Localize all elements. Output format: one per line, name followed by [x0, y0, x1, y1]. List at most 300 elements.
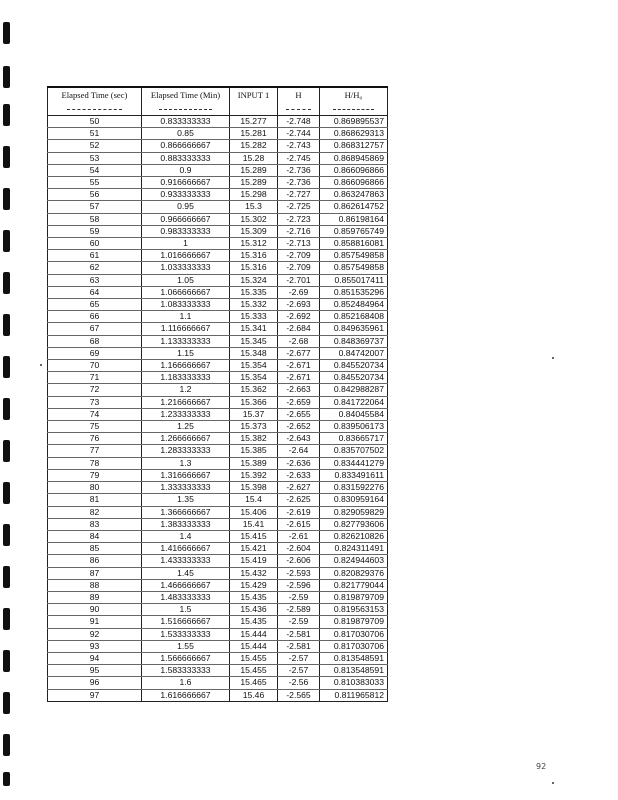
table-cell: 1.266666667 [142, 433, 230, 445]
table-cell: 1.35 [142, 494, 230, 506]
table-cell: -2.692 [278, 311, 320, 323]
table-cell: 0.868629313 [320, 128, 388, 140]
column-header: H/H₀ [320, 87, 388, 116]
table-cell: -2.61 [278, 530, 320, 542]
table-cell: 64 [48, 286, 142, 298]
table-cell: 1 [142, 238, 230, 250]
table-cell: -2.68 [278, 335, 320, 347]
table-cell: 0.841722064 [320, 396, 388, 408]
table-cell: 1.033333333 [142, 262, 230, 274]
table-cell: -2.725 [278, 201, 320, 213]
table-cell: 1.066666667 [142, 286, 230, 298]
table-row [48, 543, 388, 555]
table-cell: 1.533333333 [142, 628, 230, 640]
table-cell: -2.589 [278, 604, 320, 616]
table-cell: 97 [48, 689, 142, 701]
table-row [48, 494, 388, 506]
table-cell: 15.444 [230, 640, 278, 652]
binder-hole-mark [3, 104, 10, 126]
table-cell: 0.835707502 [320, 445, 388, 457]
table-cell: 0.857549858 [320, 250, 388, 262]
table-cell: 0.827793606 [320, 518, 388, 530]
table-cell: 15.324 [230, 274, 278, 286]
table-cell: 0.859765749 [320, 225, 388, 237]
table-cell: 90 [48, 604, 142, 616]
binder-hole-mark [3, 272, 10, 294]
table-cell: 1.2 [142, 384, 230, 396]
table-row [48, 506, 388, 518]
table-row [48, 433, 388, 445]
table-cell: 15.398 [230, 482, 278, 494]
table-body [48, 116, 388, 702]
table-cell: -2.748 [278, 116, 320, 128]
table-cell: 1.45 [142, 567, 230, 579]
table-cell: 1.25 [142, 421, 230, 433]
table-cell: 15.277 [230, 116, 278, 128]
table-cell: 1.383333333 [142, 518, 230, 530]
table-cell: 0.868312757 [320, 140, 388, 152]
table-cell: 66 [48, 311, 142, 323]
table-row [48, 201, 388, 213]
table-cell: 15.455 [230, 665, 278, 677]
table-row [48, 421, 388, 433]
table-cell: -2.671 [278, 360, 320, 372]
table-row [48, 299, 388, 311]
table-cell: 92 [48, 628, 142, 640]
table-cell: 1.216666667 [142, 396, 230, 408]
table-cell: -2.606 [278, 555, 320, 567]
table-cell: -2.743 [278, 140, 320, 152]
table-cell: 55 [48, 177, 142, 189]
table-cell: 0.858816081 [320, 238, 388, 250]
table-cell: 75 [48, 421, 142, 433]
table-row [48, 396, 388, 408]
column-header: Elapsed Time (sec) [48, 87, 142, 116]
table-cell: -2.709 [278, 250, 320, 262]
table-cell: -2.655 [278, 408, 320, 420]
table-cell: -2.596 [278, 579, 320, 591]
scan-speck [552, 357, 554, 359]
table-cell: 0.83665717 [320, 433, 388, 445]
table-cell: 0.833491611 [320, 469, 388, 481]
table-cell: 1.316666667 [142, 469, 230, 481]
table-cell: 72 [48, 384, 142, 396]
table-cell: 15.37 [230, 408, 278, 420]
table-cell: -2.57 [278, 652, 320, 664]
table-row [48, 128, 388, 140]
table-cell: 94 [48, 652, 142, 664]
table-cell: 0.845520734 [320, 360, 388, 372]
table-cell: 52 [48, 140, 142, 152]
table-cell: 0.829059829 [320, 506, 388, 518]
table-cell: 1.083333333 [142, 299, 230, 311]
table-cell: -2.736 [278, 177, 320, 189]
table-cell: 15.419 [230, 555, 278, 567]
table-cell: 15.389 [230, 457, 278, 469]
table-cell: 0.863247863 [320, 189, 388, 201]
table-cell: 77 [48, 445, 142, 457]
binder-hole-mark [3, 608, 10, 630]
table-row [48, 372, 388, 384]
table-row [48, 274, 388, 286]
table-row [48, 665, 388, 677]
table-cell: 85 [48, 543, 142, 555]
table-cell: 0.845520734 [320, 372, 388, 384]
table-cell: -2.643 [278, 433, 320, 445]
table-cell: 1.366666667 [142, 506, 230, 518]
table-cell: 15.3 [230, 201, 278, 213]
binder-hole-mark [3, 188, 10, 210]
table-cell: 15.289 [230, 177, 278, 189]
table-cell: 15.415 [230, 530, 278, 542]
column-header: Elapsed Time (Min) [142, 87, 230, 116]
table-cell: 91 [48, 616, 142, 628]
table-row [48, 640, 388, 652]
table-cell: 15.465 [230, 677, 278, 689]
table-cell: -2.56 [278, 677, 320, 689]
table-cell: 67 [48, 323, 142, 335]
table-row [48, 116, 388, 128]
table-cell: -2.716 [278, 225, 320, 237]
table-cell: 15.345 [230, 335, 278, 347]
table-cell: 0.849635961 [320, 323, 388, 335]
table-cell: 15.455 [230, 652, 278, 664]
table-cell: 0.868945869 [320, 152, 388, 164]
table-cell: 58 [48, 213, 142, 225]
table-cell: 15.429 [230, 579, 278, 591]
table-cell: 76 [48, 433, 142, 445]
table-cell: 54 [48, 164, 142, 176]
binder-hole-mark [3, 692, 10, 714]
table-cell: -2.625 [278, 494, 320, 506]
table-cell: 15.348 [230, 347, 278, 359]
table-cell: 60 [48, 238, 142, 250]
table-cell: 93 [48, 640, 142, 652]
table-cell: 0.842988287 [320, 384, 388, 396]
binder-hole-mark [3, 66, 10, 88]
table-cell: 1.6 [142, 677, 230, 689]
table-cell: -2.59 [278, 591, 320, 603]
table-cell: 15.309 [230, 225, 278, 237]
table-cell: 15.46 [230, 689, 278, 701]
table-row [48, 250, 388, 262]
table-cell: 0.966666667 [142, 213, 230, 225]
table-cell: 1.05 [142, 274, 230, 286]
table-cell: 15.333 [230, 311, 278, 323]
table-cell: 15.332 [230, 299, 278, 311]
table-cell: 1.283333333 [142, 445, 230, 457]
table-cell: 1.483333333 [142, 591, 230, 603]
table-cell: -2.636 [278, 457, 320, 469]
table-row [48, 457, 388, 469]
table-cell: 86 [48, 555, 142, 567]
table-cell: 59 [48, 225, 142, 237]
table-row [48, 579, 388, 591]
table-cell: 0.817030706 [320, 640, 388, 652]
table-cell: 15.354 [230, 372, 278, 384]
table-cell: 62 [48, 262, 142, 274]
table-row [48, 604, 388, 616]
table-cell: -2.59 [278, 616, 320, 628]
table-row [48, 530, 388, 542]
table-cell: 1.466666667 [142, 579, 230, 591]
table-cell: 1.1 [142, 311, 230, 323]
table-cell: -2.671 [278, 372, 320, 384]
table-row [48, 335, 388, 347]
table-cell: 53 [48, 152, 142, 164]
table-cell: 0.810383033 [320, 677, 388, 689]
table-cell: 15.354 [230, 360, 278, 372]
table-row [48, 262, 388, 274]
table-row [48, 482, 388, 494]
table-cell: 15.444 [230, 628, 278, 640]
table-cell: 1.3 [142, 457, 230, 469]
table-cell: 15.316 [230, 262, 278, 274]
table-cell: 0.852168408 [320, 311, 388, 323]
table-cell: 15.316 [230, 250, 278, 262]
table-cell: 96 [48, 677, 142, 689]
table-row [48, 213, 388, 225]
table-cell: 0.862614752 [320, 201, 388, 213]
table-row [48, 286, 388, 298]
table-cell: 15.392 [230, 469, 278, 481]
binder-hole-mark [3, 524, 10, 546]
table-cell: 15.341 [230, 323, 278, 335]
binder-hole-mark [3, 22, 10, 44]
table-row [48, 164, 388, 176]
table-cell: -2.652 [278, 421, 320, 433]
table-cell: -2.565 [278, 689, 320, 701]
table-row [48, 360, 388, 372]
binder-hole-mark [3, 482, 10, 504]
table-cell: 0.866096866 [320, 177, 388, 189]
table-cell: 1.4 [142, 530, 230, 542]
table-row [48, 177, 388, 189]
table-row [48, 445, 388, 457]
table-cell: 15.362 [230, 384, 278, 396]
table-cell: -2.659 [278, 396, 320, 408]
table-cell: 15.436 [230, 604, 278, 616]
table-cell: 0.824944603 [320, 555, 388, 567]
table-cell: 0.819563153 [320, 604, 388, 616]
table-cell: 15.432 [230, 567, 278, 579]
table-cell: -2.619 [278, 506, 320, 518]
table-cell: 15.373 [230, 421, 278, 433]
table-cell: 68 [48, 335, 142, 347]
binder-hole-mark [3, 734, 10, 756]
table-cell: -2.723 [278, 213, 320, 225]
table-cell: -2.64 [278, 445, 320, 457]
table-cell: 1.416666667 [142, 543, 230, 555]
table-cell: 1.133333333 [142, 335, 230, 347]
table-row [48, 469, 388, 481]
table-cell: 57 [48, 201, 142, 213]
table-cell: 0.916666667 [142, 177, 230, 189]
scan-speck [552, 782, 554, 784]
table-cell: 73 [48, 396, 142, 408]
table-cell: -2.727 [278, 189, 320, 201]
table-cell: 15.435 [230, 616, 278, 628]
table-cell: 1.166666667 [142, 360, 230, 372]
binder-hole-mark [3, 314, 10, 336]
table-cell: 15.282 [230, 140, 278, 152]
table-cell: 15.385 [230, 445, 278, 457]
table-cell: 0.857549858 [320, 262, 388, 274]
table-row [48, 518, 388, 530]
table-cell: 0.86198164 [320, 213, 388, 225]
table-cell: 0.813548591 [320, 652, 388, 664]
table-cell: 1.566666667 [142, 652, 230, 664]
table-cell: -2.693 [278, 299, 320, 311]
table-cell: 65 [48, 299, 142, 311]
binder-hole-mark [3, 146, 10, 168]
table-row [48, 311, 388, 323]
table-cell: 1.5 [142, 604, 230, 616]
table-cell: 88 [48, 579, 142, 591]
table-cell: 1.433333333 [142, 555, 230, 567]
table-cell: 1.616666667 [142, 689, 230, 701]
table-cell: 15.298 [230, 189, 278, 201]
table-cell: 0.834441279 [320, 457, 388, 469]
table-cell: 0.817030706 [320, 628, 388, 640]
table-cell: -2.684 [278, 323, 320, 335]
table-row [48, 567, 388, 579]
table-cell: 56 [48, 189, 142, 201]
table-cell: -2.663 [278, 384, 320, 396]
table-row [48, 555, 388, 567]
table-cell: -2.713 [278, 238, 320, 250]
table-cell: 15.289 [230, 164, 278, 176]
binder-hole-mark [3, 230, 10, 252]
page-number: 92 [536, 762, 547, 771]
table-row [48, 347, 388, 359]
binder-hole-mark [3, 356, 10, 378]
table-cell: 0.866096866 [320, 164, 388, 176]
table-cell: 51 [48, 128, 142, 140]
table-cell: 0.855017411 [320, 274, 388, 286]
table-cell: 70 [48, 360, 142, 372]
table-cell: 0.851535296 [320, 286, 388, 298]
column-header: INPUT 1 [230, 87, 278, 116]
table-cell: -2.701 [278, 274, 320, 286]
table-header-row [48, 87, 388, 116]
table-cell: 15.41 [230, 518, 278, 530]
table-cell: 78 [48, 457, 142, 469]
measurement-table [47, 86, 388, 702]
table-cell: 0.819879709 [320, 616, 388, 628]
binder-hole-mark [3, 772, 10, 786]
table-cell: -2.633 [278, 469, 320, 481]
table-cell: 0.883333333 [142, 152, 230, 164]
table-cell: -2.604 [278, 543, 320, 555]
table-cell: 0.819879709 [320, 591, 388, 603]
scan-speck [40, 364, 42, 366]
table-cell: 15.28 [230, 152, 278, 164]
table-cell: 0.866666667 [142, 140, 230, 152]
table-cell: -2.627 [278, 482, 320, 494]
table-cell: 0.821779044 [320, 579, 388, 591]
binder-hole-mark [3, 398, 10, 420]
table-cell: 0.820829376 [320, 567, 388, 579]
table-cell: 50 [48, 116, 142, 128]
table-cell: 15.281 [230, 128, 278, 140]
column-header: H [278, 87, 320, 116]
table-cell: 83 [48, 518, 142, 530]
table-row [48, 384, 388, 396]
table-cell: 0.831592276 [320, 482, 388, 494]
table-cell: 80 [48, 482, 142, 494]
table-cell: 95 [48, 665, 142, 677]
table-cell: 89 [48, 591, 142, 603]
binder-hole-mark [3, 566, 10, 588]
table-cell: 0.813548591 [320, 665, 388, 677]
table-cell: 15.4 [230, 494, 278, 506]
table-cell: 1.15 [142, 347, 230, 359]
table-cell: 0.869895537 [320, 116, 388, 128]
table-cell: 69 [48, 347, 142, 359]
table-cell: -2.709 [278, 262, 320, 274]
table-cell: 1.516666667 [142, 616, 230, 628]
table-cell: 0.933333333 [142, 189, 230, 201]
table-row [48, 677, 388, 689]
table-cell: 82 [48, 506, 142, 518]
table-cell: 0.824311491 [320, 543, 388, 555]
table-cell: 15.435 [230, 591, 278, 603]
table-row [48, 652, 388, 664]
table-cell: 1.233333333 [142, 408, 230, 420]
table-row [48, 408, 388, 420]
table-row [48, 189, 388, 201]
table-cell: -2.745 [278, 152, 320, 164]
table-cell: 1.333333333 [142, 482, 230, 494]
table-cell: 0.9 [142, 164, 230, 176]
table-cell: 15.302 [230, 213, 278, 225]
table-row [48, 323, 388, 335]
table-cell: 1.016666667 [142, 250, 230, 262]
table-row [48, 238, 388, 250]
table-cell: -2.593 [278, 567, 320, 579]
table-cell: 15.366 [230, 396, 278, 408]
table-row [48, 225, 388, 237]
table-cell: 0.85 [142, 128, 230, 140]
table-cell: -2.744 [278, 128, 320, 140]
table-cell: 81 [48, 494, 142, 506]
table-cell: -2.69 [278, 286, 320, 298]
table-cell: 0.983333333 [142, 225, 230, 237]
table-cell: 74 [48, 408, 142, 420]
table-cell: 0.839506173 [320, 421, 388, 433]
table-cell: 15.406 [230, 506, 278, 518]
table-cell: 63 [48, 274, 142, 286]
table-cell: -2.581 [278, 628, 320, 640]
table-cell: 79 [48, 469, 142, 481]
table-row [48, 628, 388, 640]
table-row [48, 591, 388, 603]
table-cell: 0.848369737 [320, 335, 388, 347]
table-cell: 0.84742007 [320, 347, 388, 359]
table-cell: 0.833333333 [142, 116, 230, 128]
table-row [48, 689, 388, 701]
table-cell: 84 [48, 530, 142, 542]
table-cell: 15.421 [230, 543, 278, 555]
table-cell: 87 [48, 567, 142, 579]
table-cell: 0.852484964 [320, 299, 388, 311]
table-cell: 0.830959164 [320, 494, 388, 506]
table-cell: 1.55 [142, 640, 230, 652]
binder-hole-mark [3, 650, 10, 672]
table-row [48, 152, 388, 164]
table-cell: 0.95 [142, 201, 230, 213]
